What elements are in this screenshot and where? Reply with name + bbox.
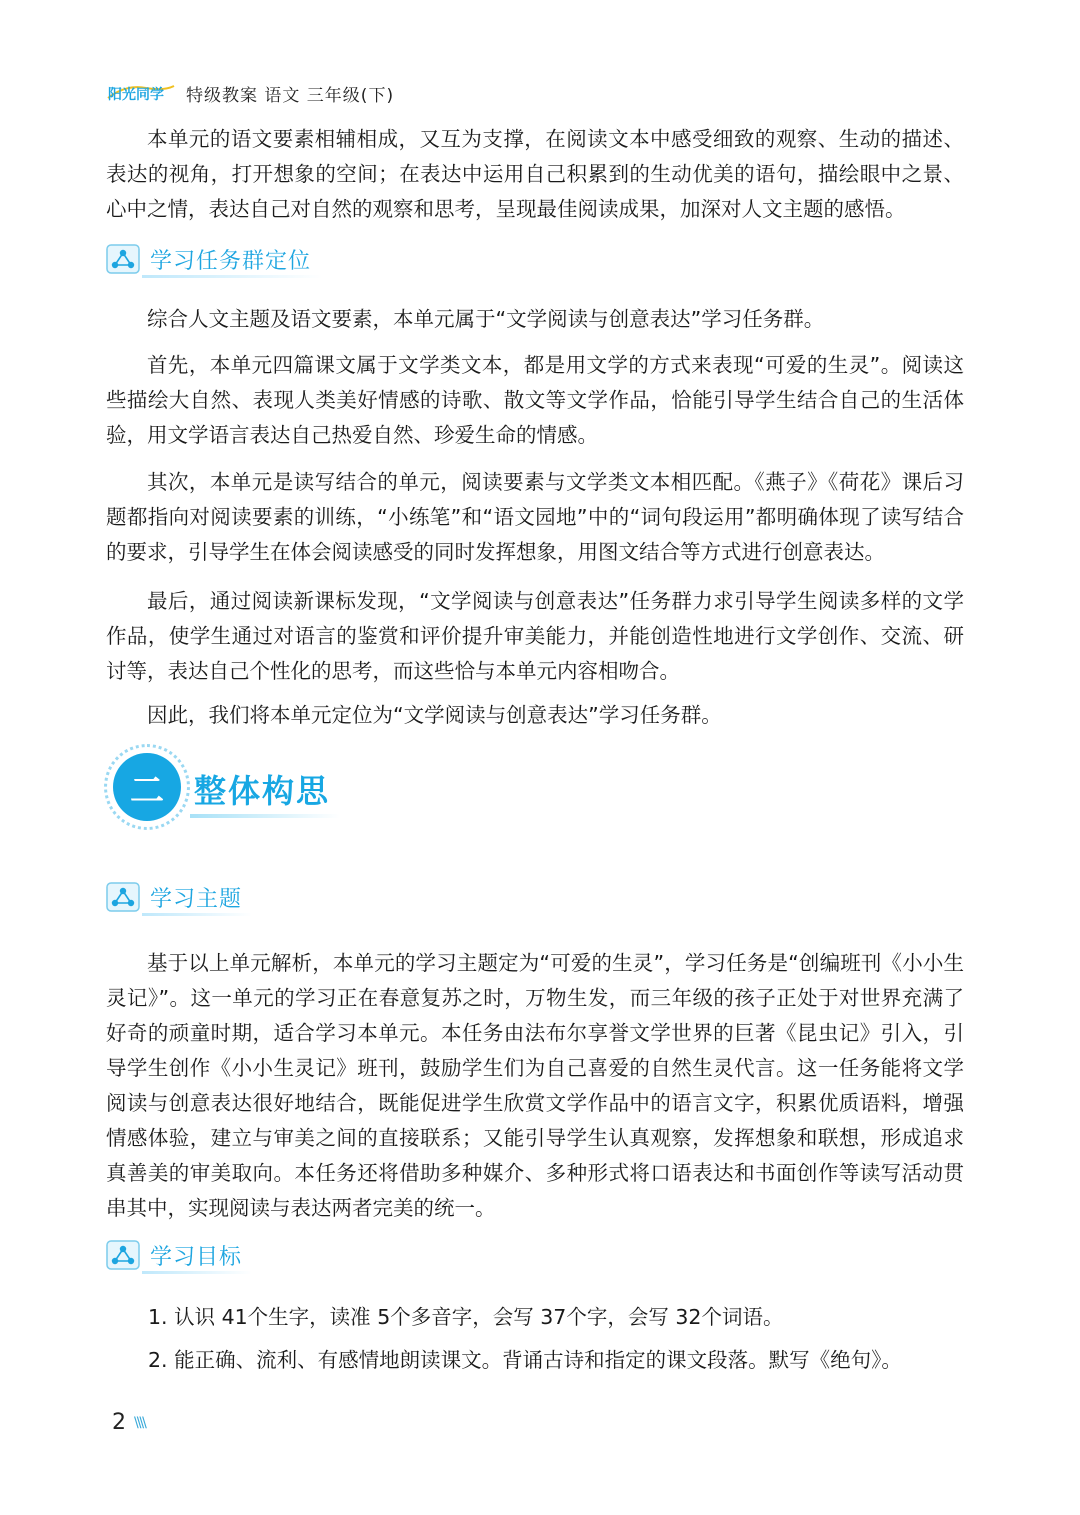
subheading-title: 学习主题 [150, 886, 243, 912]
goals-list [148, 1296, 958, 1382]
page-header [106, 80, 394, 106]
task-group-paragraph-3 [106, 465, 964, 570]
task-group-paragraph-2 [106, 348, 964, 453]
subheading-underline [142, 913, 252, 916]
section-underline [190, 814, 340, 818]
task-group-paragraph-5 [106, 698, 964, 733]
network-icon [106, 1240, 140, 1270]
subheading-underline [142, 1271, 252, 1274]
subheading-goals [106, 1234, 242, 1276]
paragraph-text: 其次，本单元是读写结合的单元，阅读要素与文学类文本相匹配。《燕子》《荷花》课后习题都指向对阅读要素的训练，“小练笔”和“语文园地”中的“词句段运用”都明确体现了读写结合的要求，引导学生在体会阅读感受的同时发挥想象，用图文结合等方式进行创意表达。 [106, 470, 964, 564]
subheading-task-group [106, 238, 311, 280]
svg-text:阳光同学: 阳光同学 [108, 87, 164, 103]
intro-text: 本单元的语文要素相辅相成，又互为支撑，在阅读文本中感受细致的观察、生动的描述、表达的视角，打开想象的空间；在表达中运用自己积累到的生动优美的语句，描绘眼中之景、心中之情，表达自己对自然的观察和思考，呈现最佳阅读成果，加深对人文主题的感悟。 [106, 127, 964, 221]
section-heading [104, 744, 344, 836]
subheading-title: 学习目标 [150, 1244, 243, 1270]
paragraph-text: 首先，本单元四篇课文属于文学类文本，都是用文学的方式来表现“可爱的生灵”。阅读这些描绘大自然、表现人类美好情感的诗歌、散文等文学作品，恰能引导学生结合自己的生活体验，用文学语言表达自己热爱自然、珍爱生命的情感。 [106, 353, 964, 447]
section-title: 整体构思 [194, 772, 331, 810]
paragraph-text: 因此，我们将本单元定位为“文学阅读与创意表达”学习任务群。 [147, 703, 722, 727]
goal-item: 2. 能正确、流利、有感情地朗读课文。背诵古诗和指定的课文段落。默写《绝句》。 [148, 1348, 902, 1372]
goal-item: 1. 认识 41个生字，读准 5个多音字，会写 37个字，会写 32个词语。 [148, 1305, 784, 1329]
section-number: 二 [113, 753, 181, 821]
paragraph-text: 最后，通过阅读新课标发现，“文学阅读与创意表达”任务群力求引导学生阅读多样的文学作品，使学生通过对语言的鉴赏和评价提升审美能力，并能创造性地进行文学创作、交流、研讨等，表达自己个性化的思考，而这些恰与本单元内容相吻合。 [106, 589, 964, 683]
page-footer [112, 1410, 145, 1435]
subheading-theme [106, 876, 242, 918]
network-icon [106, 244, 140, 274]
network-icon [106, 882, 140, 912]
intro-paragraph [106, 122, 964, 227]
subheading-title: 学习任务群定位 [150, 248, 312, 274]
page-number: 2 [112, 1410, 126, 1435]
task-group-paragraph-4 [106, 584, 964, 689]
footer-decor: \\\\ [134, 1414, 145, 1431]
brand-logo [106, 82, 176, 104]
task-group-paragraph-1 [106, 302, 964, 337]
theme-paragraph [106, 946, 964, 1226]
theme-text: 基于以上单元解析，本单元的学习主题定为“可爱的生灵”，学习任务是“创编班刊《小小生灵记》”。这一单元的学习正在春意复苏之时，万物生发，而三年级的孩子正处于对世界充满了好奇的顽童时期，适合学习本单元。本任务由法布尔享誉文学世界的巨著《昆虫记》引入，引导学生创作《小小生灵记》班刊，鼓励学生们为自己喜爱的自然生灵代言。这一任务能将文学阅读与创意表达很好地结合，既能促进学生欣赏文学作品中的语言文字，积累优质语料，增强情感体验，建立与审美之间的直接联系；又能引导学生认真观察，发挥想象和联想，形成追求真善美的审美取向。本任务还将借助多种媒介、多种形式将口语表达和书面创作等读写活动贯串其中，实现阅读与表达两者完美的统一。 [106, 951, 964, 1220]
paragraph-text: 综合人文主题及语文要素，本单元属于“文学阅读与创意表达”学习任务群。 [147, 307, 825, 331]
subheading-underline [142, 275, 322, 278]
header-subtitle: 特级教案 语文 三年级(下) [186, 85, 395, 106]
